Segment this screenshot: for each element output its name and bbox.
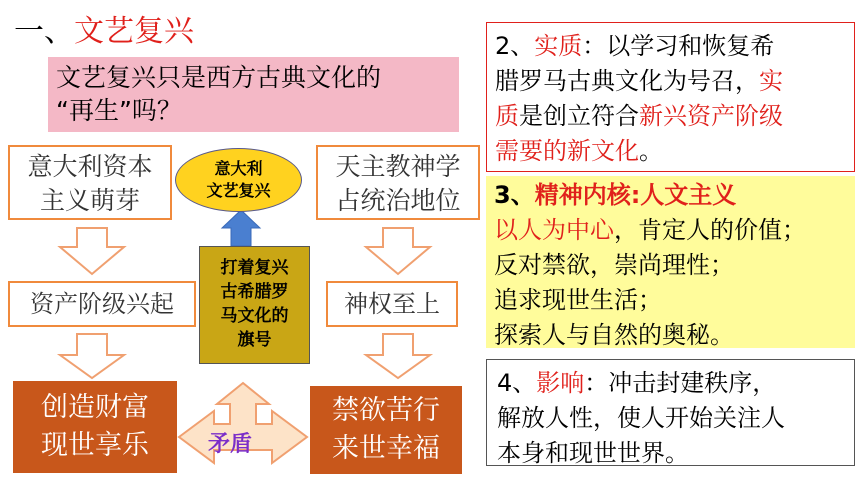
box-create-wealth: 创造财富 现世享乐 [13,381,177,473]
down-arrow-right-1 [366,228,430,274]
box-catholic-theology: 天主教神学 占统治地位 [316,145,480,220]
question-line-2: “再生”吗？ [56,96,182,125]
panel-influence: 4、影响：冲击封建秩序， 解放人性，使人开始关注人 本身和现世世界。 [486,359,855,466]
panel-humanism: 3、精神内核:人文主义 以人为中心，肯定人的价值； 反对禁欲，崇尚理性； 追求现世生活； 探索人与自然的奥秘。 [486,176,855,348]
box-bourgeoisie-rise: 资产阶级兴起 [8,281,196,327]
panel-essence: 2、实质：以学习和恢复希 腊罗马古典文化为号召，实 质是创立符合新兴资产阶级 需要的新文化。 [486,22,855,172]
down-arrow-left-2 [60,334,124,378]
question-line-1: 文艺复兴只是西方古典文化的 [56,63,382,92]
up-arrow-blue [222,210,260,246]
box-italian-capitalism: 意大利资本 主义萌芽 [8,145,172,220]
down-arrow-left-1 [60,228,124,274]
question-box [48,57,459,132]
box-asceticism: 禁欲苦行 来世幸福 [310,386,462,474]
down-arrow-right-2 [366,334,430,378]
conflict-label: 矛盾 [208,432,253,457]
page-title: 一、文艺复兴 [14,14,194,49]
italian-renaissance-ellipse: 意大利 文艺复兴 [175,148,302,212]
box-divine-right: 神权至上 [326,281,458,327]
revival-banner-box: 打着复兴 古希腊罗 马文化的 旗号 [199,246,310,364]
title-highlight: 文艺复兴 [74,14,194,49]
